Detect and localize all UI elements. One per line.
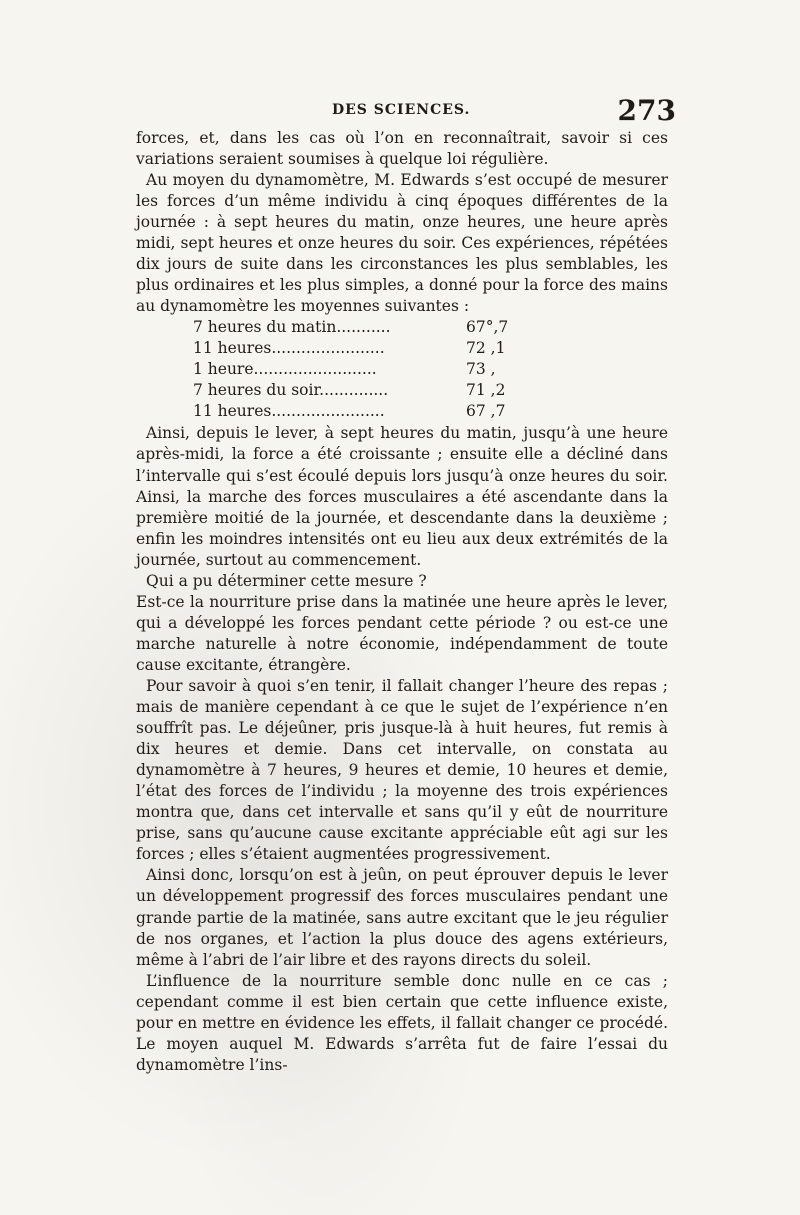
- table-time-label: 11 heures.......................: [193, 402, 385, 421]
- table-row: [136, 317, 668, 338]
- table-strength-value: 67°,7: [466, 318, 509, 337]
- paragraph-question: Qui a pu déterminer cette mesure ?: [146, 571, 427, 590]
- table-time-label: 7 heures du soir..............: [193, 381, 389, 400]
- paragraph-continuation: forces, et, dans les cas où l’on en reconnaîtrait, savoir si ces variations seraient soumises à quelque loi régulière.: [136, 129, 668, 169]
- table-row: [136, 380, 668, 401]
- table-row: [136, 401, 668, 422]
- table-strength-value: 72 ,1: [466, 339, 506, 358]
- table-row: [136, 338, 668, 359]
- table-strength-value: 71 ,2: [466, 381, 506, 400]
- paragraph-analysis: Ainsi, depuis le lever, à sept heures du matin, jusqu’à une heure après-midi, la force a été croissante ; ensuite elle a décliné dans l’intervalle qui s’est écoulé depuis lors jusqu’à onze heures du soir. Ainsi, la marche des forces musculaires a été ascendante dans la première moitié de la journée, et descendante dans la deuxième ; enfin les moindres intensités ont eu lieu aux deux extrémités de la journée, surtout au commencement.: [136, 424, 668, 569]
- paragraph-dynamometer-study: Au moyen du dynamomètre, M. Edwards s’est occupé de mesurer les forces d’un même individu à cinq époques différentes de la journée : à sept heures du matin, onze heures, une heure après midi, sept heures et onze heures du soir. Ces expériences, répétées dix jours de suite dans les circonstances les plus semblables, les plus ordinaires et les plus simples, a donné pour la force des mains au dynamomètre les moyennes suivantes :: [136, 171, 668, 316]
- page-text: [136, 128, 668, 1076]
- paragraph-conclusion: Ainsi donc, lorsqu’on est à jeûn, on peut éprouver depuis le lever un développement progressif des forces musculaires pendant une grande partie de la matinée, sans autre excitant que le jeu régulier de nos organes, et l’action la plus douce des agens extérieurs, même à l’abri de l’air libre et des rayons directs du soleil.: [136, 866, 668, 969]
- table-time-label: 1 heure.........................: [193, 360, 377, 379]
- page-number: 273: [617, 94, 676, 127]
- table-strength-value: 73 ,: [466, 360, 496, 379]
- page-header: [136, 94, 676, 127]
- table-strength-value: 67 ,7: [466, 402, 506, 421]
- table-time-label: 7 heures du matin...........: [193, 318, 391, 337]
- running-head: DES SCIENCES.: [332, 102, 471, 118]
- paragraph-food-influence: L’influence de la nourriture semble donc nulle en ce cas ; cependant comme il est bien certain que cette influence existe, pour en mettre en évidence les effets, il fallait changer ce procédé. Le moyen auquel M. Edwards s’arrêta fut de faire l’essai du dynamomètre l’ins-: [136, 971, 668, 1074]
- table-time-label: 11 heures.......................: [193, 339, 385, 358]
- table-row: [136, 359, 668, 380]
- strength-table: [136, 317, 668, 423]
- paragraph-meal-experiment: Pour savoir à quoi s’en tenir, il fallait changer l’heure des repas ; mais de manière cependant à ce que le sujet de l’expérience n’en souffrît pas. Le déjeûner, pris jusque-là à huit heures, fut remis à dix heures et demie. Dans cet intervalle, on constata au dynamomètre à 7 heures, 9 heures et demie, 10 heures et demie, l’état des forces de l’individu ; la moyenne des trois expériences montra que, dans cet intervalle et sans qu’il y eût de nourriture prise, sans qu’aucune cause excitante appréciable eût agi sur les forces ; elles s’étaient augmentées progressivement.: [136, 676, 668, 864]
- paragraph-hypothesis: Est-ce la nourriture prise dans la matinée une heure après le lever, qui a développé les forces pendant cette période ? ou est-ce une marche naturelle à notre économie, indépendamment de toute cause excitante, étrangère.: [136, 592, 668, 674]
